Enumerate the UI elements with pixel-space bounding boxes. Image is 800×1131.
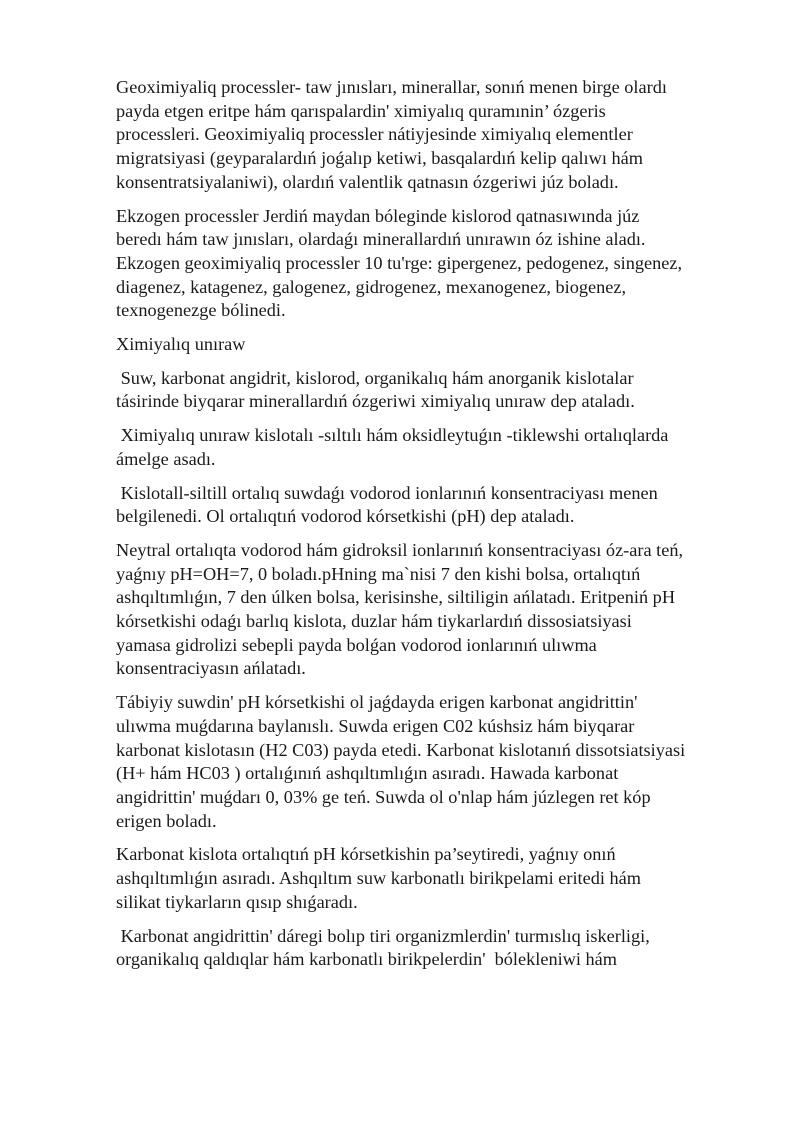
text-line: Ekzogen geoximiyaliq processler 10 tu'rge: gipergenez, pedogenez, singenez, bbox=[116, 252, 683, 273]
document-page bbox=[116, 76, 756, 982]
text-line: ámelge asadı. bbox=[116, 448, 216, 469]
text-line: diagenez, katagenez, galogenez, gidrogenez, mexanogenez, biogenez, bbox=[116, 276, 627, 297]
text-line: karbonat kislotasın (H2 C03) payda etedi. Karbonat kislotanıń dissotsiatsiyasi bbox=[116, 739, 686, 760]
text-line: organikalıq qaldıqlar hám karbonatlı birikpelerdin' bólekleniwi hám bbox=[116, 949, 617, 970]
text-line: migratsiyasi (geyparalardıń joǵalıp ketiwi, basqalardıń kelip qalıwı hám bbox=[116, 148, 643, 169]
paragraph-acid-alkaline-medium bbox=[116, 482, 756, 529]
section-heading bbox=[116, 333, 756, 357]
text-line: payda etgen eritpe hám qarıspalardin' ximiyalıq quramınin’ ózgeris bbox=[116, 100, 606, 121]
paragraph-natural-water-ph bbox=[116, 691, 756, 833]
text-line: Ximiyalıq unıraw kislotalı -sıltılı hám oksidleytuǵın -tiklewshi ortalıqlarda bbox=[116, 425, 669, 446]
text-line: ashqıltımlıǵın, 7 den úlken bolsa, kerisinshe, siltiligin ańlatadı. Eritpeniń pH bbox=[116, 587, 676, 608]
text-line: Tábiyiy suwdin' pH kórsetkishi ol jaǵdayda erigen karbonat angidrittin' bbox=[116, 692, 638, 713]
text-line: Karbonat angidrittin' dáregi bolıp tiri organizmlerdin' turmıslıq iskerligi, bbox=[116, 925, 650, 946]
text-line: Neytral ortalıqta vodorod hám gidroksil ionlarınıń konsentraciyası óz-ara teń, bbox=[116, 539, 684, 560]
text-line: yamasa gidrolizi sebepli payda bolǵan vodorod ionlarınıń ulıwma bbox=[116, 634, 597, 655]
paragraph-carbonic-acid bbox=[116, 843, 756, 914]
paragraph-weathering-environments bbox=[116, 424, 756, 471]
text-line: ashqıltımlıǵın asıradı. Ashqıltım suw karbonatlı birikpelami eritedi hám bbox=[116, 868, 641, 889]
text-line: tásirinde biyqarar minerallardıń ózgeriwi ximiyalıq unıraw dep ataladı. bbox=[116, 391, 635, 412]
text-line: Ekzogen processler Jerdiń maydan bóleginde kislorod qatnasıwında júz bbox=[116, 205, 640, 226]
paragraph-geochemical-processes bbox=[116, 76, 756, 195]
text-line: erigen boladı. bbox=[116, 810, 217, 831]
heading-text: Ximiyalıq unıraw bbox=[116, 334, 246, 355]
text-line: (H+ hám HC03 ) ortalıǵınıń ashqıltımlıǵın asıradı. Hawada karbonat bbox=[116, 763, 619, 784]
text-line: silikat tiykarların qısıp shıǵaradı. bbox=[116, 891, 358, 912]
text-line: belgilenedi. Ol ortalıqtıń vodorod kórsetkishi (pH) dep ataladı. bbox=[116, 506, 575, 527]
text-line: angidrittin' muǵdarı 0, 03% ge teń. Suwda ol o'nlap hám júzlegen ret kóp bbox=[116, 786, 651, 807]
text-line: beredı hám taw jınısları, olardaǵı minerallardıń unırawın óz ishine aladı. bbox=[116, 229, 646, 250]
text-line: kórsetkishi odaǵı barlıq kislota, duzlar hám tiykarlardıń dissosiatsiyasi bbox=[116, 611, 632, 632]
paragraph-chemical-weathering-definition bbox=[116, 367, 756, 414]
text-line: Kislotall-siltill ortalıq suwdaǵı vodorod ionlarınıń konsentraciyası menen bbox=[116, 482, 658, 503]
text-line: konsentratsiyalaniwi), olardıń valentlik qatnasın ózgeriwi júz boladı. bbox=[116, 171, 619, 192]
text-line: Suw, karbonat angidrit, kislorod, organikalıq hám anorganik kislotalar bbox=[116, 367, 634, 388]
paragraph-exogenous-processes bbox=[116, 205, 756, 324]
text-line: konsentraciyasın ańlatadı. bbox=[116, 658, 306, 679]
text-line: processleri. Geoximiyaliq processler nátiyjesinde ximiyalıq elementler bbox=[116, 124, 633, 145]
text-line: Karbonat kislota ortalıqtıń pH kórsetkishin pa’seytiredi, yaǵnıy onıń bbox=[116, 844, 616, 865]
paragraph-neutral-medium-ph bbox=[116, 539, 756, 681]
text-line: Geoximiyaliq processler- taw jınısları, minerallar, sonıń menen birge olardı bbox=[116, 77, 667, 97]
text-line: ulıwma muǵdarına baylanıslı. Suwda erigen C02 kúshsiz hám biyqarar bbox=[116, 715, 635, 736]
text-line: yaǵnıy pH=OH=7, 0 boladı.pHning ma`nisi 7 den kishi bolsa, ortalıqtıń bbox=[116, 563, 641, 584]
paragraph-carbon-dioxide-source bbox=[116, 925, 756, 972]
text-line: texnogenezge bólinedi. bbox=[116, 300, 286, 321]
